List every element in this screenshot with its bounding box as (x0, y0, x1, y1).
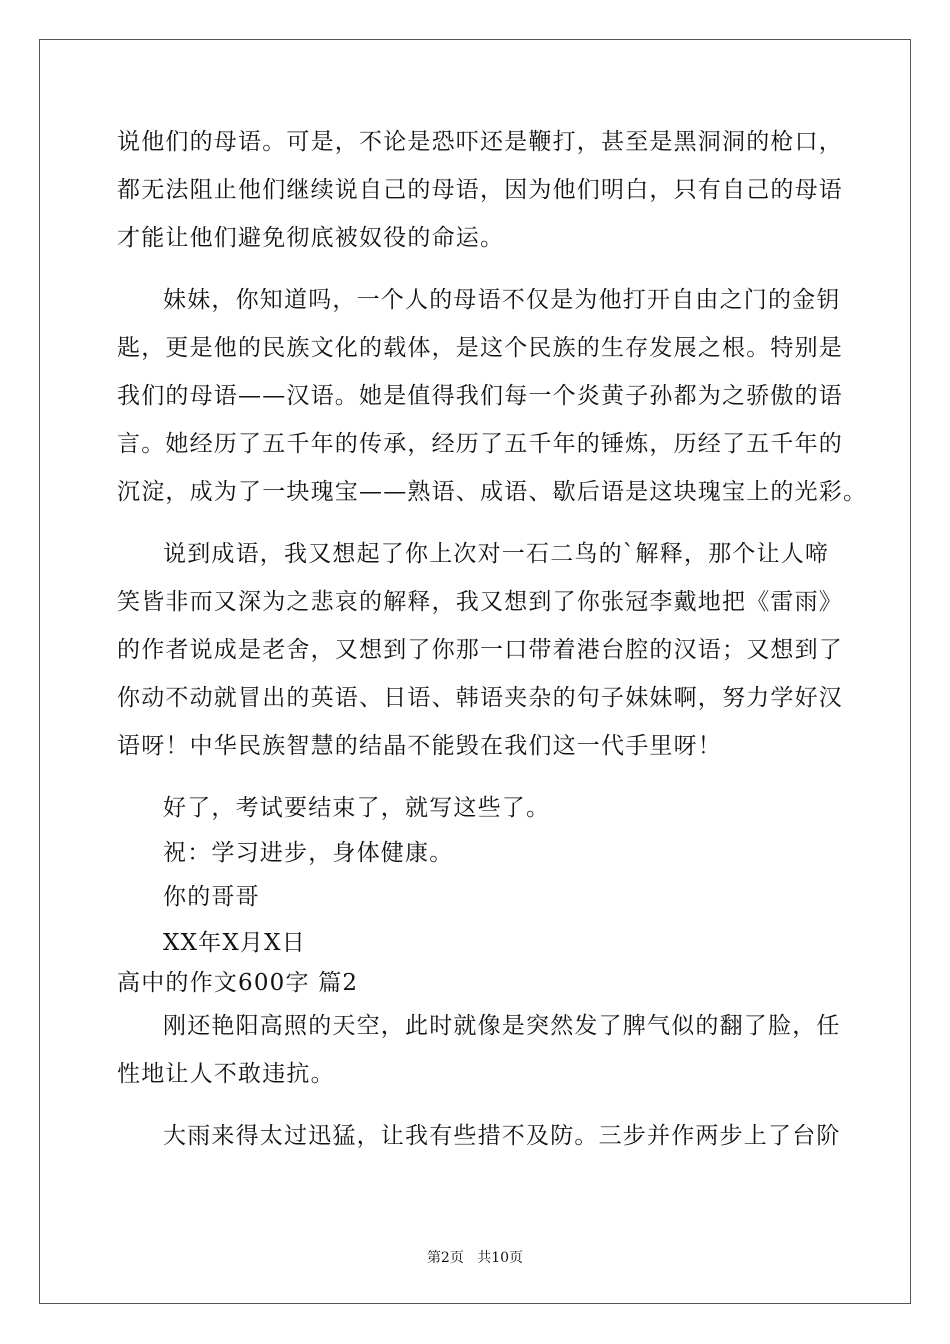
text-line: 祝：学习进步，身体健康。 (163, 840, 454, 866)
text-line: 大雨来得太过迅猛，让我有些措不及防。三步并作两步上了台阶 (163, 1123, 841, 1149)
text-line: 说他们的母语。可是，不论是恐吓还是鞭打，甚至是黑洞洞的枪口， (117, 129, 843, 155)
page-number: 第2页 (426, 1250, 464, 1266)
text-line: 妹妹，你知道吗，一个人的母语不仅是为他打开自由之门的金钥 (163, 287, 841, 313)
text-line: 才能让他们避免彻底被奴役的命运。 (117, 225, 505, 251)
paragraph (117, 1121, 841, 1151)
text-line: 好了，考试要结束了，就写这些了。 (163, 795, 551, 821)
paragraph (117, 539, 843, 761)
text-line: 都无法阻止他们继续说自己的母语，因为他们明白，只有自己的母语 (117, 177, 843, 203)
paragraph (117, 285, 868, 507)
signature-line: 你的哥哥 (163, 884, 260, 910)
text-line: 刚还艳阳高照的天空，此时就像是突然发了脾气似的翻了脸，任 (163, 1013, 841, 1039)
text-line: 说到成语，我又想起了你上次对一石二鸟的`解释，那个让人啼 (163, 541, 830, 567)
document-body (117, 127, 868, 1151)
paragraph (117, 127, 843, 253)
text-line: 的作者说成是老舍，又想到了你那一口带着港台腔的汉语；又想到了 (117, 637, 843, 663)
text-line: 性地让人不敢违抗。 (117, 1061, 335, 1087)
paragraph (117, 1011, 841, 1089)
text-line: 语呀！中华民族智慧的结晶不能毁在我们这一代手里呀！ (117, 733, 722, 759)
date-line: XX年X月X日 (163, 930, 306, 956)
page-total: 共10页 (477, 1250, 524, 1266)
text-line: 匙，更是他的民族文化的载体，是这个民族的生存发展之根。特别是 (117, 335, 843, 361)
text-line: 沉淀，成为了一块瑰宝——熟语、成语、歇后语是这块瑰宝上的光彩。 (117, 479, 868, 505)
text-line: 我们的母语——汉语。她是值得我们每一个炎黄子孙都为之骄傲的语 (117, 383, 843, 409)
text-line: 言。她经历了五千年的传承，经历了五千年的锤炼，历经了五千年的 (117, 431, 843, 457)
text-line: 你动不动就冒出的英语、日语、韩语夹杂的句子妹妹啊，努力学好汉 (117, 685, 843, 711)
page-footer (0, 1247, 950, 1267)
section-heading: 高中的作文600字 篇2 (117, 970, 359, 996)
text-line: 笑皆非而又深为之悲哀的解释，我又想到了你张冠李戴地把《雷雨》 (117, 589, 843, 615)
